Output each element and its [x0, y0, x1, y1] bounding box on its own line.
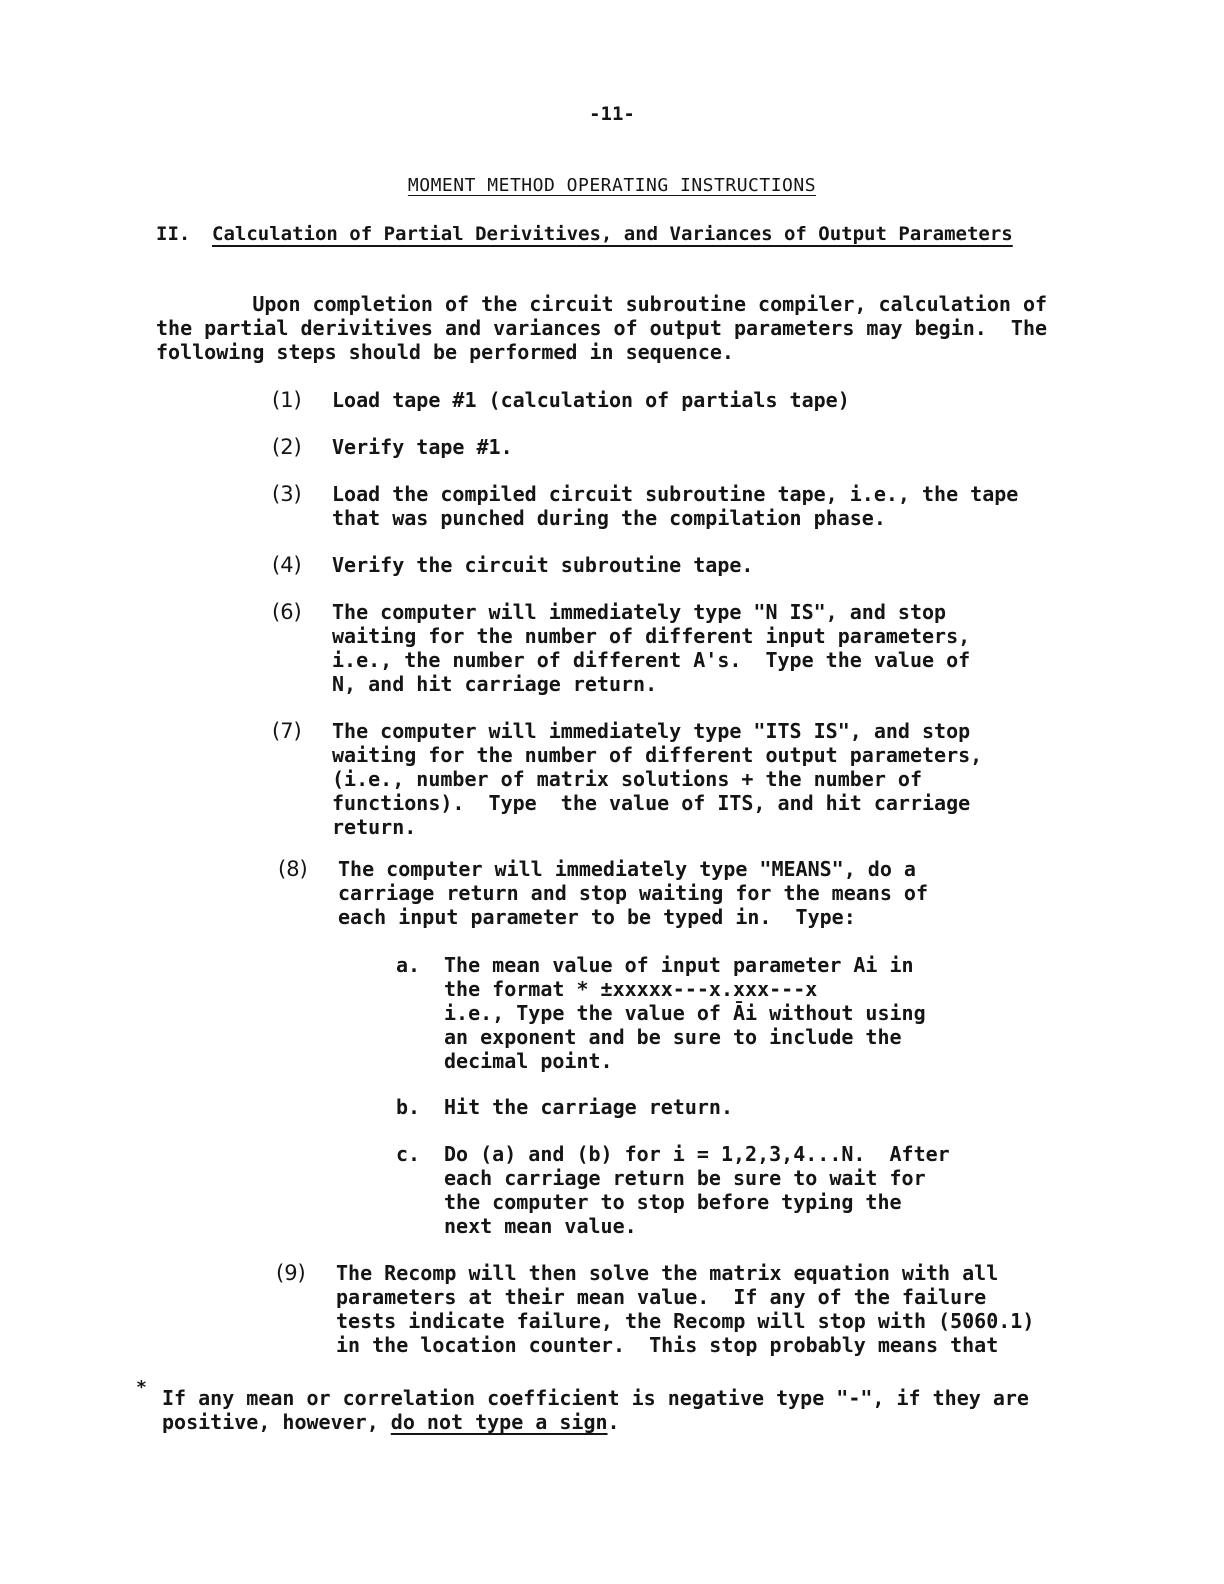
intro-paragraph: Upon completion of the circuit subroutine compiler, calculation of the partial derivitives and variances of output parameters may begin. The following steps should be performed in sequence.: [156, 292, 1048, 364]
footnote: [136, 1376, 1029, 1448]
step-number: (7): [272, 719, 302, 743]
step-number: (2): [272, 435, 302, 459]
step-text: The computer will immediately type "N IS", and stop waiting for the number of different input parameters, i.e., the number of different A's. Type the value of N, and hit carriage return.: [332, 600, 971, 696]
step-9: [276, 1261, 1035, 1357]
footnote-emphasis: do not type a sign: [390, 1410, 608, 1434]
step-text: The Recomp will then solve the matrix equation with all parameters at their mean value. If any of the failure tests indicate failure, the Recomp will stop with (5060.1) in the location counter. This stop probably means that: [336, 1261, 1035, 1357]
step-text: Verify the circuit subroutine tape.: [332, 553, 754, 577]
section-heading-text: Calculation of Partial Derivitives, and Variances of Output Parameters: [212, 223, 1013, 245]
step-number: (3): [272, 482, 302, 506]
step-text: Load the compiled circuit subroutine tape, i.e., the tape that was punched during the compilation phase.: [332, 482, 1019, 530]
page-title: [0, 174, 1224, 198]
step-number: (6): [272, 600, 302, 624]
step-text: The computer will immediately type "ITS IS", and stop waiting for the number of different output parameters, (i.e., number of matrix solutions + the number of functions). Type the value of ITS, and hit carriage return.: [332, 719, 983, 839]
footnote-end: .: [607, 1410, 620, 1434]
substep-label: b.: [396, 1095, 421, 1119]
step-3: [272, 482, 1019, 554]
substep-text: The mean value of input parameter Ai in the format * ±xxxxx---x.xxx---x i.e., Type the value of Āi without using an exponent and be sure to include the decimal point.: [444, 953, 926, 1073]
substep-label: c.: [396, 1142, 421, 1166]
substep-text: Do (a) and (b) for i = 1,2,3,4...N. After each carriage return be sure to wait for the computer to stop before typing the next mean value.: [444, 1142, 950, 1238]
step-number: (8): [278, 857, 308, 881]
substep-a: [396, 953, 926, 1073]
step-text: The computer will immediately type "MEANS", do a carriage return and stop waiting for the means of each input parameter to be typed in. Type:: [338, 857, 929, 929]
footnote-text: If any mean or correlation coefficient is negative type "-", if they are positive, however,: [162, 1386, 1029, 1434]
section-heading: [156, 222, 1013, 246]
step-7: [272, 719, 983, 839]
footnote-text-block: [162, 1386, 1029, 1434]
step-number: (4): [272, 553, 302, 577]
page-number: -11-: [589, 103, 635, 125]
step-text: Load tape #1 (calculation of partials tape): [332, 388, 850, 412]
step-number: (1): [272, 388, 302, 412]
substep-label: a.: [396, 953, 421, 977]
step-8: [278, 857, 929, 929]
page-title-text: MOMENT METHOD OPERATING INSTRUCTIONS: [407, 175, 817, 196]
step-6: [272, 600, 971, 696]
step-number: (9): [276, 1261, 306, 1285]
substep-c: [396, 1142, 950, 1238]
section-number: II.: [156, 223, 191, 245]
footnote-marker: *: [136, 1377, 147, 1398]
step-text: Verify tape #1.: [332, 435, 513, 459]
substep-text: Hit the carriage return.: [444, 1095, 733, 1119]
